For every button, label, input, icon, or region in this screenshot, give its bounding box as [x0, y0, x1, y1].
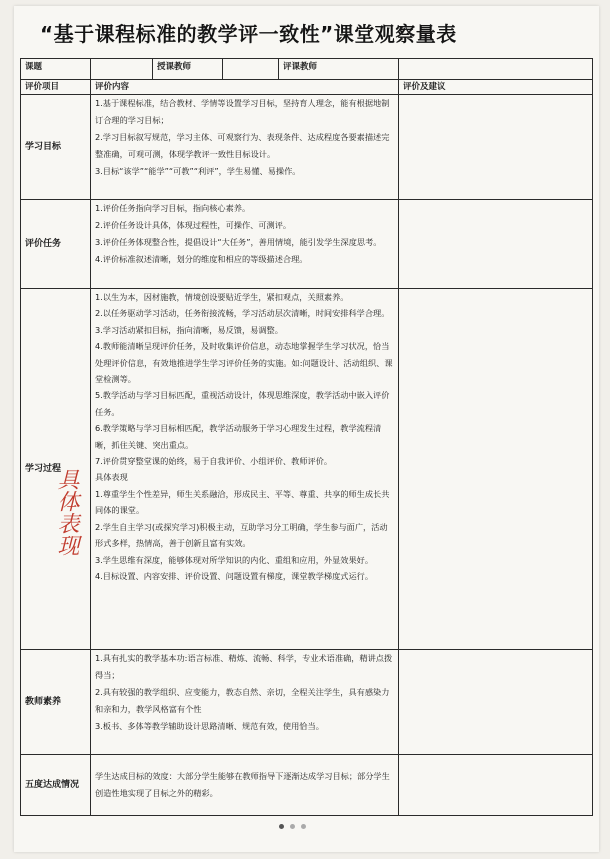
advice-cell[interactable] [399, 650, 593, 755]
pager-dots[interactable] [276, 814, 336, 822]
section-content [91, 95, 399, 200]
header-row-2 [21, 80, 593, 95]
header-row-1 [21, 59, 593, 80]
subheading: 具体表现 [95, 472, 128, 483]
advice-cell[interactable] [399, 95, 593, 200]
section-name: 学习过程 [21, 289, 91, 650]
list-item: 2.学习目标叙写规范，学习主体、可观察行为、表现条件、达成程度各要素描述完整准确，可观可测，体现学教评一致性目标设计。 [95, 132, 390, 159]
teacher-label: 授课教师 [153, 59, 223, 80]
handwritten-annotation: 具体表现 [54, 468, 79, 556]
col-advice-header: 评价及建议 [399, 80, 593, 95]
advice-cell[interactable] [399, 289, 593, 650]
topic-value [91, 59, 153, 80]
list-item: 1.尊重学生个性差异，师生关系融洽，形成民主、平等、尊重、共享的师生成长共同体的课堂。 [95, 488, 390, 516]
section-content [91, 200, 399, 289]
list-item: 1.具有扎实的教学基本功:语言标准、精炼、流畅、科学，专业术语准确，精讲点拨得当； [95, 653, 393, 680]
list-item: 3.学生思维有深度，能够体现对所学知识的内化、重组和应用，外显效果好。 [95, 554, 374, 565]
observation-table [20, 58, 593, 816]
section-row-goals [21, 95, 593, 200]
list-item: 2.评价任务设计具体，体现过程性，可操作、可测评。 [95, 220, 292, 230]
teacher-value [223, 59, 279, 80]
section-content [91, 289, 399, 650]
page-title: “基于课程标准的教学评一致性”课堂观察量表 [40, 22, 457, 46]
list-item: 7.评价贯穿整堂课的始终，易于自我评价、小组评价、教师评价。 [95, 456, 333, 467]
section-row-process [21, 289, 593, 650]
list-item: 4.教师能清晰呈现评价任务，及时收集评价信息，动态地掌握学生学习状况，恰当处理评价信息，有效地推进学生学习评价任务的实施。如:问题设计、活动组织、课堂检测等。 [95, 341, 393, 385]
advice-cell[interactable] [399, 755, 593, 816]
pager-dot[interactable] [290, 824, 295, 829]
list-item: 2.以任务驱动学习活动，任务衔接流畅，学习活动层次清晰，时间安排科学合理。 [95, 308, 390, 319]
list-item: 学生达成目标的效度：大部分学生能够在教师指导下逐渐达成学习目标；部分学生创造性地实现了目标之外的精彩。 [95, 771, 390, 798]
list-item: 1.基于课程标准，结合教材、学情等设置学习目标，坚持育人理念，能有根据地制订合理的学习目标； [95, 98, 390, 125]
list-item: 5.教学活动与学习目标匹配，重视活动设计，体现思维深度，教学活动中嵌入评价任务。 [95, 390, 390, 417]
evaluator-value [399, 59, 593, 80]
list-item: 4.评价标准叙述清晰，划分的维度和相应的等级描述合理。 [95, 254, 308, 264]
col-content-header: 评价内容 [91, 80, 399, 95]
list-item: 1.以生为本，因材施教，情境创设要贴近学生，紧扣观点，关照素养。 [95, 292, 349, 302]
section-name: 教师素养 [21, 650, 91, 755]
section-content [91, 650, 399, 755]
list-item: 6.教学策略与学习目标相匹配，教学活动服务于学习心理发生过程，教学流程清晰，抓住关键、突出重点。 [95, 423, 382, 450]
evaluator-label: 评课教师 [279, 59, 399, 80]
col-project-header: 评价项目 [21, 80, 91, 95]
section-row-achievement [21, 755, 593, 816]
pager-dot-active[interactable] [279, 824, 284, 829]
list-item: 2.具有较强的教学组织、应变能力，教态自然、亲切，全程关注学生，具有感染力和亲和力，教学风格富有个性 [95, 687, 390, 714]
list-item: 1.评价任务指向学习目标，指向核心素养。 [95, 203, 251, 213]
section-name: 评价任务 [21, 200, 91, 289]
section-row-tasks [21, 200, 593, 289]
list-item: 2.学生自主学习(或探究学习)积极主动，互助学习分工明确，学生参与面广，活动形式多样，热情高，善于创新且富有实效。 [95, 521, 388, 549]
list-item: 4.目标设置、内容安排、评价设置、问题设置有梯度，课堂教学梯度式运行。 [95, 570, 374, 581]
list-item: 3.学习活动紧扣目标，指向清晰，易反馈，易调整。 [95, 324, 283, 335]
section-content [91, 755, 399, 816]
list-item: 3.板书、多体等教学辅助设计思路清晰、规范有效，使用恰当。 [95, 721, 324, 731]
list-item: 3.目标“该学”“能学”“可教”“利评”，学生易懂、易操作。 [95, 166, 301, 176]
section-name: 学习目标 [21, 95, 91, 200]
list-item: 3.评价任务体现整合性，提倡设计“大任务”，善用情境，能引发学生深度思考。 [95, 237, 382, 247]
section-row-teacher [21, 650, 593, 755]
section-name: 五度达成情况 [21, 755, 91, 816]
topic-label: 课题 [21, 59, 91, 80]
pager-dot[interactable] [301, 824, 306, 829]
advice-cell[interactable] [399, 200, 593, 289]
